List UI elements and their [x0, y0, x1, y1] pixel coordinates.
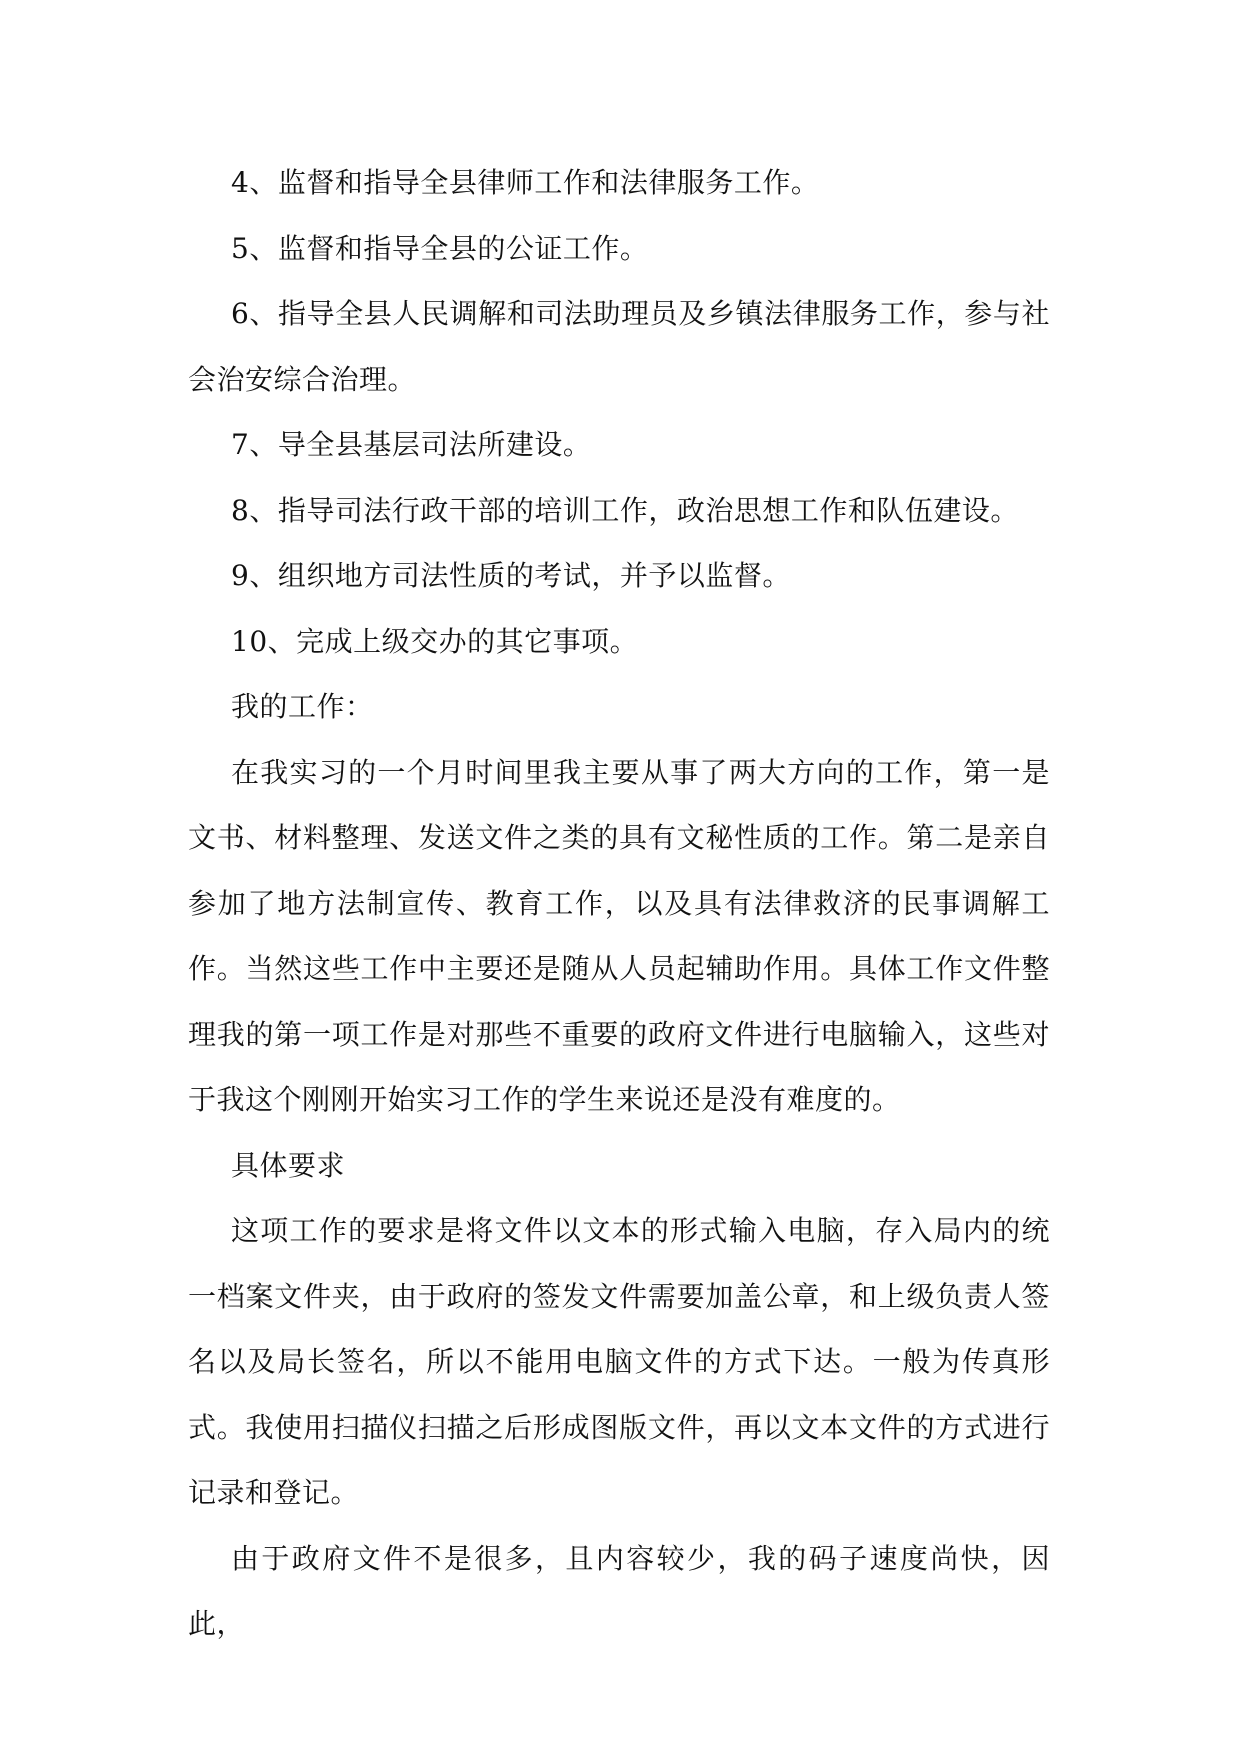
paragraph-item-8: 8、指导司法行政干部的培训工作，政治思想工作和队伍建设。	[231, 493, 1019, 527]
paragraph-item-10: 10、完成上级交办的其它事项。	[231, 624, 639, 658]
paragraph-my-work: 在我实习的一个月时间里我主要从事了两大方向的工作，第一是文书、材料整理、发送文件之类的具有文秘性质的工作。第二是亲自参加了地方法制宣传、教育工作，以及具有法律救济的民事调解工作。当然这些工作中主要还是随从人员起辅助作用。具体工作文件整理我的第一项工作是对那些不重要的政府文件进行电脑输入，这些对于我这个刚刚开始实习工作的学生来说还是没有难度的。	[188, 755, 1050, 1116]
document-body	[188, 150, 1050, 1657]
section-heading-my-work: 我的工作：	[231, 690, 374, 723]
paragraph-item-7: 7、导全县基层司法所建设。	[231, 428, 592, 461]
section-heading-requirements: 具体要求	[231, 1148, 346, 1182]
paragraph-item-9: 9、组织地方司法性质的考试，并予以监督。	[231, 559, 791, 592]
paragraph-requirements: 这项工作的要求是将文件以文本的形式输入电脑，存入局内的统一档案文件夹，由于政府的签发文件需要加盖公章，和上级负责人签名以及局长签名，所以不能用电脑文件的方式下达。一般为传真形式。我使用扫描仪扫描之后形成图版文件，再以文本文件的方式进行记录和登记。	[188, 1214, 1050, 1509]
paragraph-item-4: 4、监督和指导全县律师工作和法律服务工作。	[231, 166, 820, 199]
paragraph-item-5: 5、监督和指导全县的公证工作。	[231, 231, 649, 265]
paragraph-continuation: 由于政府文件不是很多，且内容较少，我的码子速度尚快，因此，	[188, 1541, 1050, 1640]
paragraph-item-6: 6、指导全县人民调解和司法助理员及乡镇法律服务工作，参与社会治安综合治理。	[188, 297, 1050, 396]
